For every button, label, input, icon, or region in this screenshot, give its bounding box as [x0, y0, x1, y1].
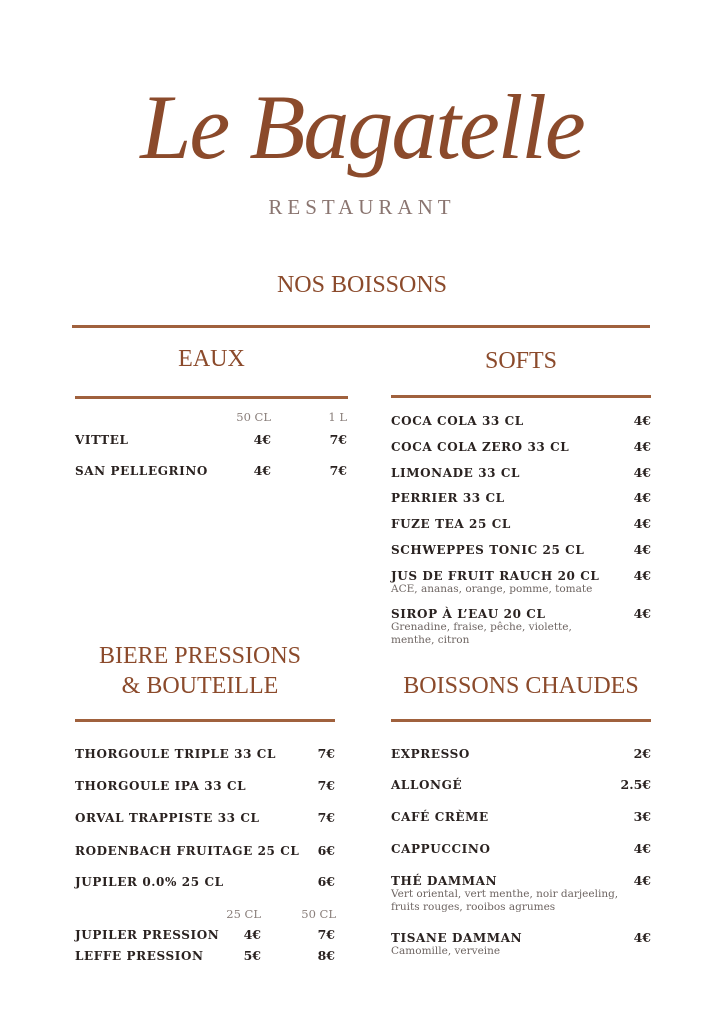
menu-item-price: 4€	[253, 463, 271, 478]
column-header: 1 L	[328, 410, 347, 424]
menu-item-price: 7€	[317, 927, 335, 942]
menu-item-price: 6€	[317, 874, 335, 889]
menu-item-name: SAN PELLEGRINO	[75, 464, 208, 478]
chaudes-divider	[391, 719, 651, 722]
menu-item-name: JUPILER PRESSION	[75, 928, 220, 942]
menu-item-price: 7€	[317, 810, 335, 825]
menu-item-price: 2€	[633, 746, 651, 761]
menu-item-name: THORGOULE TRIPLE 33 CL	[75, 747, 276, 761]
section-heading-softs: SOFTS	[484, 348, 558, 374]
menu-item-name: THÉ DAMMAN	[391, 874, 498, 888]
menu-item-price: 4€	[633, 606, 651, 621]
menu-item-price: 7€	[317, 746, 335, 761]
section-heading-chaudes: BOISSONS CHAUDES	[403, 673, 639, 699]
menu-item-price: 4€	[633, 930, 651, 945]
menu-item-price: 4€	[253, 432, 271, 447]
menu-item-name: SIROP À L’EAU 20 CL	[391, 607, 546, 621]
menu-item-name: ALLONGÉ	[391, 778, 463, 792]
page-title: NOS BOISSONS	[276, 272, 448, 298]
menu-item-name: COCA COLA 33 CL	[391, 414, 524, 428]
menu-item-description: Grenadine, fraise, pêche, violette, menthe, citron	[391, 621, 572, 646]
menu-item-name: FUZE TEA 25 CL	[391, 517, 511, 531]
column-header: 50 CL	[236, 410, 271, 424]
menu-item-name: JUS DE FRUIT RAUCH 20 CL	[391, 569, 600, 583]
menu-item-name: LIMONADE 33 CL	[391, 466, 521, 480]
menu-item-price: 4€	[633, 413, 651, 428]
menu-item-price: 4€	[633, 841, 651, 856]
menu-item-price: 4€	[633, 439, 651, 454]
bieres-divider	[75, 719, 335, 722]
section-heading-bieres-line1: BIERE PRESSIONS	[98, 643, 302, 669]
menu-item-price: 5€	[243, 948, 261, 963]
menu-item-description: Camomille, verveine	[391, 945, 501, 957]
menu-item-price: 6€	[317, 843, 335, 858]
menu-item-name: VITTEL	[75, 433, 129, 447]
menu-item-name: LEFFE PRESSION	[75, 949, 204, 963]
menu-item-name: TISANE DAMMAN	[391, 931, 523, 945]
menu-item-price: 4€	[243, 927, 261, 942]
menu-item-name: RODENBACH FRUITAGE 25 CL	[75, 844, 300, 858]
restaurant-logo: Le Bagatelle	[140, 76, 584, 178]
menu-item-name: THORGOULE IPA 33 CL	[75, 779, 247, 793]
menu-item-price: 7€	[317, 778, 335, 793]
menu-item-price: 8€	[317, 948, 335, 963]
restaurant-subtitle: RESTAURANT	[268, 195, 456, 219]
menu-item-price: 4€	[633, 516, 651, 531]
menu-item-description: Vert oriental, vert menthe, noir darjeeling, fruits rouges, rooibos agrumes	[391, 888, 619, 913]
menu-item-name: JUPILER 0.0% 25 CL	[75, 875, 224, 889]
column-header: 50 CL	[301, 907, 336, 921]
eaux-divider	[75, 396, 348, 399]
menu-item-name: CAFÉ CRÈME	[391, 810, 489, 824]
menu-item-price: 2.5€	[620, 777, 651, 792]
title-divider	[72, 325, 650, 328]
softs-divider	[391, 395, 651, 398]
section-heading-eaux: EAUX	[178, 346, 245, 372]
menu-item-price: 4€	[633, 873, 651, 888]
menu-item-description: ACE, ananas, orange, pomme, tomate	[391, 583, 593, 595]
menu-item-name: ORVAL TRAPPISTE 33 CL	[75, 811, 260, 825]
menu-item-name: CAPPUCCINO	[391, 842, 491, 856]
menu-item-price: 4€	[633, 568, 651, 583]
menu-item-price: 7€	[329, 463, 347, 478]
menu-item-price: 4€	[633, 542, 651, 557]
column-header: 25 CL	[226, 907, 261, 921]
menu-item-name: COCA COLA ZERO 33 CL	[391, 440, 570, 454]
menu-item-price: 4€	[633, 465, 651, 480]
menu-item-name: SCHWEPPES TONIC 25 CL	[391, 543, 585, 557]
menu-item-price: 3€	[633, 809, 651, 824]
menu-item-price: 7€	[329, 432, 347, 447]
menu-item-name: EXPRESSO	[391, 747, 470, 761]
section-heading-bieres-line2: & BOUTEILLE	[121, 673, 279, 699]
menu-item-price: 4€	[633, 490, 651, 505]
menu-item-name: PERRIER 33 CL	[391, 491, 505, 505]
